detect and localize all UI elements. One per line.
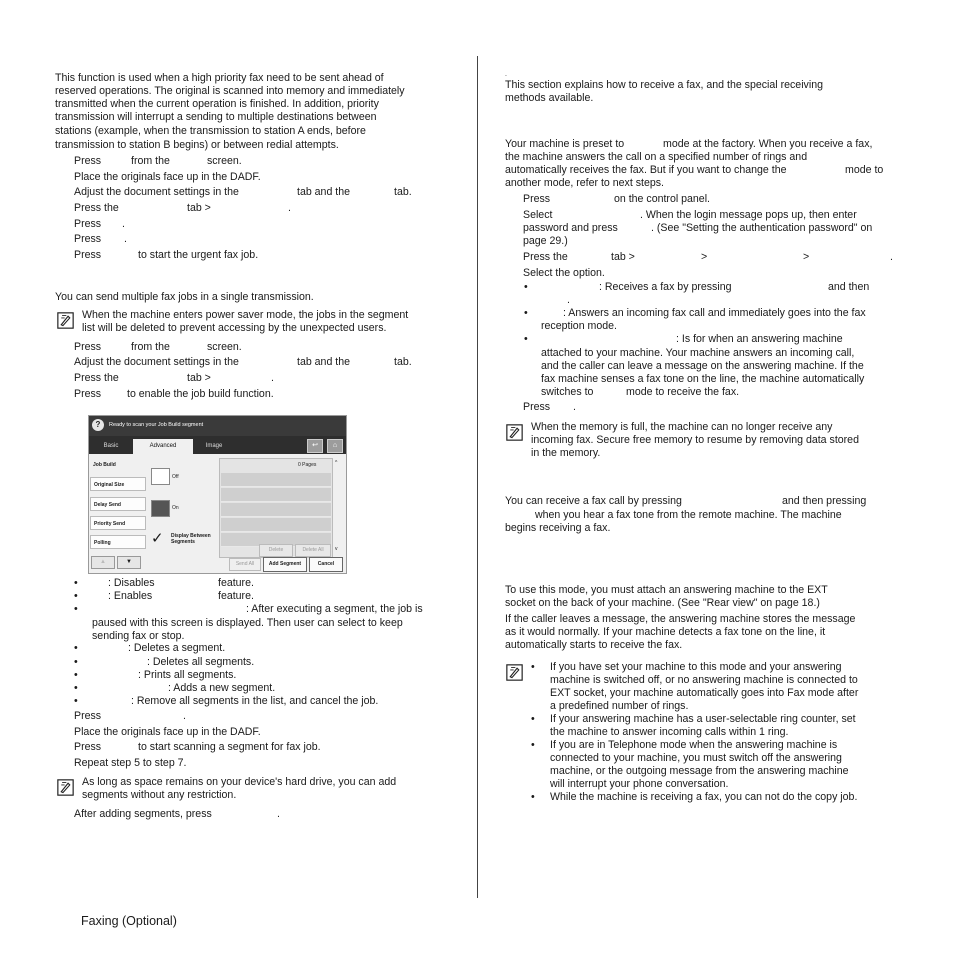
para-text: and then pressing — [782, 495, 867, 507]
tab-bar — [89, 436, 346, 454]
step-text: After adding segments, press — [74, 808, 212, 820]
note-text: If your answering machine has a user-selectable ring counter, set — [550, 713, 856, 725]
step-text: tab. — [394, 356, 412, 368]
option-text: . — [567, 294, 570, 306]
bullet-dot: • — [524, 333, 528, 345]
para-text: another mode, refer to next steps. — [505, 177, 664, 189]
up-arrow-button[interactable]: ▲ — [91, 556, 115, 569]
step-text: Place the originals face up in the DADF. — [74, 726, 261, 738]
step-text: Press — [74, 249, 102, 261]
bullet-text: : Remove all segments in the list, and cancel the job. — [131, 695, 379, 707]
home-icon[interactable]: ⌂ — [327, 439, 343, 453]
bullet-dot: • — [524, 307, 528, 319]
bullet-text: paused with this screen is displayed. Then user can select to keep — [92, 617, 403, 629]
step-text: . — [183, 710, 186, 722]
bullet-dot: • — [531, 713, 535, 725]
option-text: switches to — [541, 386, 594, 398]
column-divider — [477, 56, 478, 898]
note-text: While the machine is receiving a fax, you can not do the copy job. — [550, 791, 858, 803]
note-text: When the machine enters power saver mode, the jobs in the segment — [82, 309, 409, 321]
bullet-dot: • — [531, 739, 535, 751]
note-text: segments without any restriction. — [82, 789, 237, 801]
option-on-button[interactable] — [151, 500, 170, 517]
note-icon — [57, 779, 74, 796]
step-text: to enable the job build function. — [127, 388, 274, 400]
note-text: EXT socket, your machine automatically goes into Fax mode after — [550, 687, 859, 699]
step-text: on the control panel. — [614, 193, 711, 205]
bullet-text: : Disables — [108, 577, 155, 589]
step-text: Press — [523, 193, 551, 205]
option-text: attached to your machine. Your machine answers an incoming call, — [541, 347, 855, 359]
option-text: : Is for when an answering machine — [676, 333, 843, 345]
segment-list[interactable] — [219, 458, 333, 558]
step-text: Press — [74, 710, 102, 722]
bullet-text: feature. — [218, 577, 254, 589]
bullet-dot: • — [524, 281, 528, 293]
intro-line: methods available. — [505, 92, 594, 104]
side-button-priority-send[interactable]: Priority Send — [90, 516, 146, 530]
tab-image[interactable]: Image — [205, 443, 223, 449]
step-text: Adjust the document settings in the — [74, 356, 239, 368]
option-text: : Receives a fax by pressing — [599, 281, 732, 293]
para-text: begins receiving a fax. — [505, 522, 611, 534]
send-all-button[interactable]: Send All — [229, 558, 261, 571]
bullet-text: feature. — [218, 590, 254, 602]
step-text: Press — [74, 233, 102, 245]
step-text: . — [288, 202, 291, 214]
note-text: As long as space remains on your device's hard drive, you can add — [82, 776, 397, 788]
screen-title-bar — [89, 416, 346, 436]
para-text: mode at the factory. When you receive a fax, — [663, 138, 873, 150]
bullet-dot: • — [74, 656, 78, 668]
option-text: : Answers an incoming fax call and immediately goes into the fax — [563, 307, 866, 319]
screen-title: Ready to scan your Job Build segment — [109, 422, 204, 428]
intro-line: This function is used when a high priority fax need to be sent ahead of — [55, 72, 384, 84]
note-text: When the memory is full, the machine can no longer receive any — [531, 421, 833, 433]
bullet-text: : Enables — [108, 590, 153, 602]
add-segment-button[interactable]: Add Segment — [263, 557, 307, 572]
bullet-dot: • — [531, 661, 535, 673]
para-text: You can receive a fax call by pressing — [505, 495, 682, 507]
step-text: to start scanning a segment for fax job. — [138, 741, 321, 753]
option-text: mode to receive the fax. — [626, 386, 740, 398]
step-text: Press — [523, 401, 551, 413]
step-text: tab and the — [297, 356, 351, 368]
bullet-dot: • — [531, 791, 535, 803]
option-text: fax machine senses a fax tone on the line, the machine automatically — [541, 373, 865, 385]
side-button-polling[interactable]: Polling — [90, 535, 146, 549]
step-text: tab > — [187, 372, 211, 384]
tab-advanced[interactable]: Advanced — [133, 439, 193, 454]
tab-basic[interactable]: Basic — [103, 443, 119, 449]
intro-line: transmission to station B begins) or between redial attempts. — [55, 139, 339, 151]
step-text: > — [701, 251, 708, 263]
note-text: a predefined number of rings. — [550, 700, 689, 712]
side-label-job-build: Job Build — [93, 462, 116, 468]
step-text: . — [890, 251, 893, 263]
job-build-screen — [88, 415, 347, 574]
step-text: . — [277, 808, 280, 820]
step-text: . — [271, 372, 274, 384]
step-text: tab > — [611, 251, 635, 263]
list-row[interactable] — [221, 518, 331, 532]
step-text: tab. — [394, 186, 412, 198]
display-between-label: Segments — [171, 539, 195, 545]
bullet-dot: • — [74, 603, 78, 615]
step-text: . — [122, 218, 125, 230]
display-between-label: Display Between — [171, 533, 211, 539]
note-text: connected to your machine, you must switch off the answering — [550, 752, 842, 764]
note-text: incoming fax. Secure free memory to resume by removing data stored — [531, 434, 859, 446]
step-text: Press — [74, 388, 102, 400]
step-text: . — [573, 401, 576, 413]
step-text: tab > — [187, 202, 211, 214]
para-text: mode to — [845, 164, 884, 176]
bullet-dot: • — [74, 695, 78, 707]
step-text: Press — [74, 218, 102, 230]
step-text: page 29.) — [523, 235, 568, 247]
step-text: Press the — [74, 202, 119, 214]
intro-line: transmission will interrupt a sending to multiple destinations between — [55, 111, 377, 123]
note-text: If you are in Telephone mode when the answering machine is — [550, 739, 838, 751]
step-text: Press the — [74, 372, 119, 384]
bullet-text: : Prints all segments. — [138, 669, 237, 681]
bullet-dot: • — [74, 577, 78, 589]
step-text: Press — [74, 341, 102, 353]
para-text: Your machine is preset to — [505, 138, 625, 150]
multi-intro: You can send multiple fax jobs in a single transmission. — [55, 291, 314, 303]
option-text: and then — [828, 281, 870, 293]
bullet-dot: • — [74, 590, 78, 602]
delete-all-button[interactable]: Delete All — [295, 544, 331, 557]
step-text: Press — [74, 741, 102, 753]
note-icon — [57, 312, 74, 329]
scroll-down-icon[interactable]: v — [335, 546, 338, 552]
step-text: screen. — [207, 341, 242, 353]
step-text: tab and the — [297, 186, 351, 198]
bullet-text: sending fax or stop. — [92, 630, 185, 642]
down-arrow-button[interactable]: ▼ — [117, 556, 141, 569]
option-text: reception mode. — [541, 320, 617, 332]
page-count: 0 Pages — [298, 462, 317, 468]
note-text: If you have set your machine to this mode and your answering — [550, 661, 842, 673]
step-text: password and press — [523, 222, 618, 234]
intro-line: transmitted when the current operation is finished. In addition, priority — [55, 98, 379, 110]
intro-line: This section explains how to receive a fax, and the special receiving — [505, 79, 823, 91]
intro-line: stations (example, when the transmission to station A ends, before — [55, 125, 366, 137]
step-text: Repeat step 5 to step 7. — [74, 757, 187, 769]
step-text: > — [803, 251, 810, 263]
option-text: and the caller can leave a message on the answering machine. If the — [541, 360, 864, 372]
step-text: screen. — [207, 155, 242, 167]
bullet-text: : After executing a segment, the job is — [246, 603, 423, 615]
bullet-dot: • — [74, 682, 78, 694]
bullet-dot: • — [74, 642, 78, 654]
cancel-button[interactable]: Cancel — [309, 557, 343, 572]
check-icon[interactable]: ✓ — [151, 530, 164, 547]
step-text: . (See "Setting the authentication password" on — [651, 222, 873, 234]
intro-line: reserved operations. The original is scanned into memory and immediately — [55, 85, 405, 97]
step-text: . When the login message pops up, then enter — [640, 209, 857, 221]
para-text: when you hear a fax tone from the remote machine. The machine — [535, 509, 842, 521]
step-text: from the — [131, 155, 170, 167]
step-text: Place the originals face up in the DADF. — [74, 171, 261, 183]
delete-button[interactable]: Delete — [259, 544, 293, 557]
para-text: socket on the back of your machine. (See "Rear view" on page 18.) — [505, 597, 820, 609]
side-button-delay-send[interactable]: Delay Send — [90, 497, 146, 511]
list-row[interactable] — [221, 503, 331, 517]
scroll-up-icon[interactable]: ^ — [335, 460, 338, 466]
option-off-button[interactable] — [151, 468, 170, 485]
note-icon — [506, 664, 523, 681]
note-text: machine, or the outgoing message from the answering machine — [550, 765, 849, 777]
para-text: automatically starts to receive the fax. — [505, 639, 683, 651]
bullet-text: : Deletes a segment. — [128, 642, 226, 654]
para-text: the machine answers the call on a specified number of rings and — [505, 151, 808, 163]
bullet-text: : Adds a new segment. — [168, 682, 276, 694]
step-text: Select — [523, 209, 553, 221]
note-icon — [506, 424, 523, 441]
option-off-label: Off — [172, 474, 179, 480]
note-text: machine is switched off, or no answering machine is connected to — [550, 674, 858, 686]
step-text: . — [124, 233, 127, 245]
back-icon[interactable]: ↩ — [307, 439, 323, 453]
step-text: Press — [74, 155, 102, 167]
list-row[interactable] — [221, 488, 331, 502]
para-text: To use this mode, you must attach an answering machine to the EXT — [505, 584, 828, 596]
para-text: as it would normally. If your machine detects a fax tone on the line, it — [505, 626, 826, 638]
bullet-dot: • — [74, 669, 78, 681]
page-footer: Faxing (Optional) — [81, 914, 177, 928]
step-text: Select the option. — [523, 267, 605, 279]
heading-dot: . — [505, 71, 507, 78]
help-icon[interactable]: ? — [92, 419, 104, 431]
side-button-original-size[interactable]: Original Size — [90, 477, 146, 491]
step-text: Adjust the document settings in the — [74, 186, 239, 198]
note-text: will interrupt your phone conversation. — [550, 778, 729, 790]
para-text: automatically receives the fax. But if you want to change the — [505, 164, 787, 176]
step-text: Press the — [523, 251, 568, 263]
step-text: from the — [131, 341, 170, 353]
note-text: list will be deleted to prevent accessing by the unexpected users. — [82, 322, 387, 334]
para-text: If the caller leaves a message, the answering machine stores the message — [505, 613, 856, 625]
step-text: to start the urgent fax job. — [138, 249, 259, 261]
note-text: in the memory. — [531, 447, 601, 459]
list-row[interactable] — [221, 473, 331, 487]
note-text: the machine to answer incoming calls within 1 ring. — [550, 726, 789, 738]
option-on-label: On — [172, 505, 179, 511]
bullet-text: : Deletes all segments. — [147, 656, 255, 668]
